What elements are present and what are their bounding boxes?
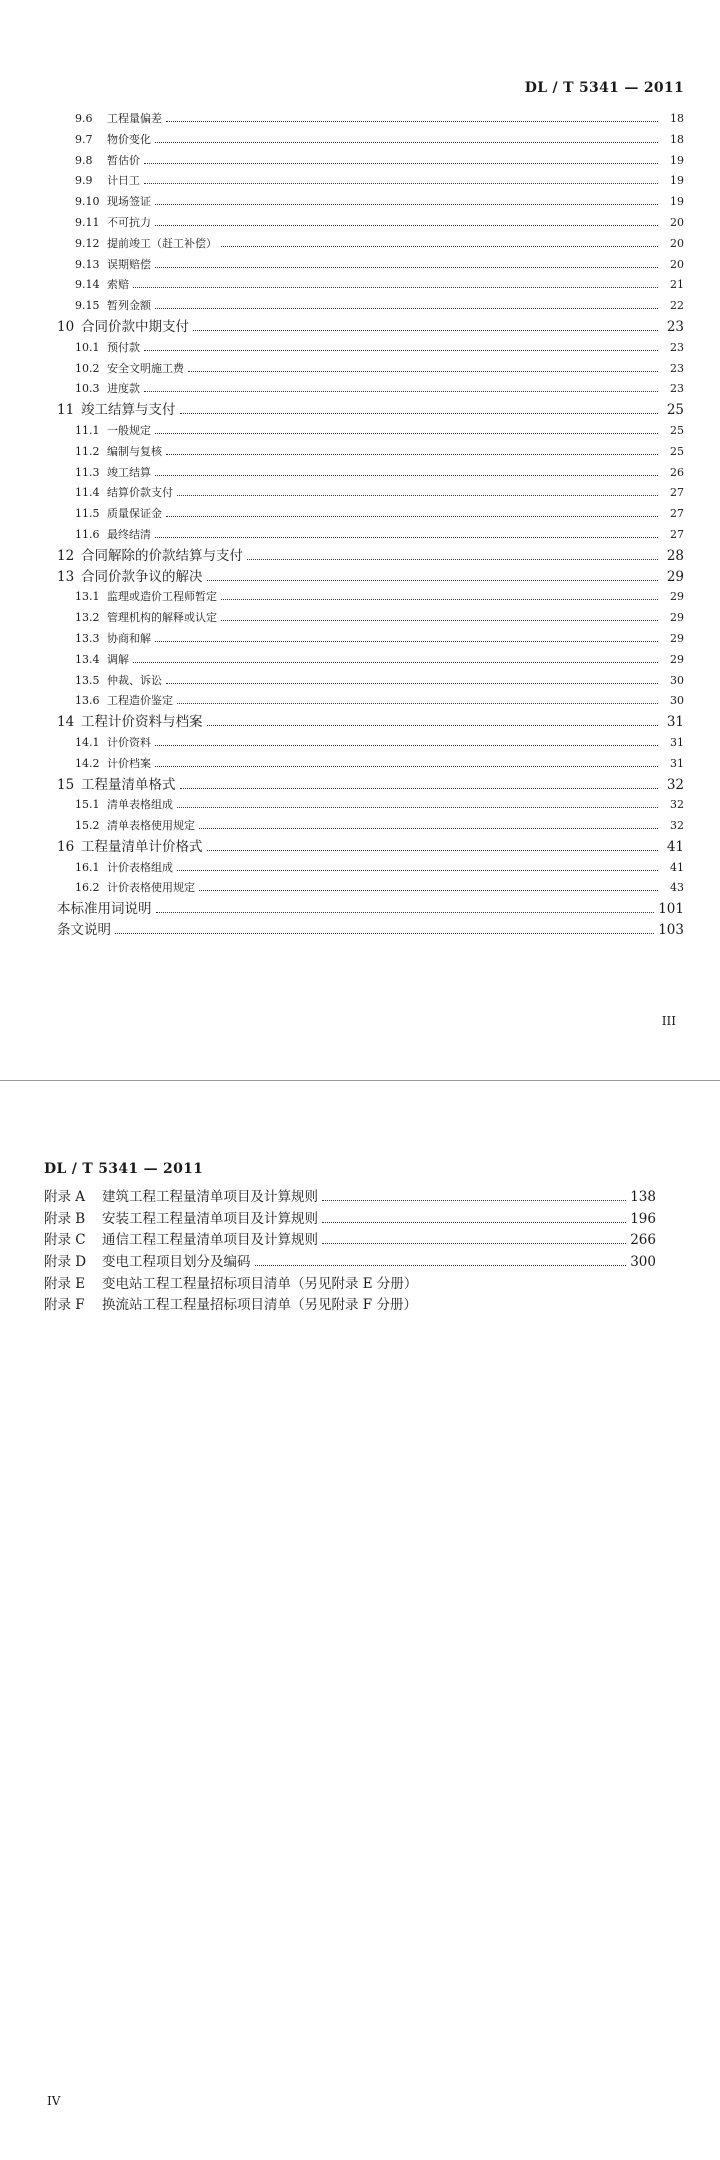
toc-entry-title: 工程造价鉴定 <box>107 694 173 708</box>
toc-entry[interactable] <box>0 1187 720 1209</box>
toc-entry-title: 编制与复核 <box>107 444 162 458</box>
toc-entry-title: 竣工结算与支付 <box>81 402 176 419</box>
toc-entry[interactable] <box>0 754 720 775</box>
toc-entry[interactable] <box>0 1209 720 1231</box>
toc-entry[interactable] <box>0 504 720 525</box>
dot-leader <box>133 287 658 288</box>
toc-entry-page: 20 <box>670 236 684 250</box>
toc-entry[interactable] <box>0 338 720 359</box>
page-iv <box>0 1081 720 2160</box>
toc-entry-title: 换流站工程工程量招标项目清单（另见附录 F 分册） <box>102 1297 417 1314</box>
toc-entry[interactable] <box>0 234 720 255</box>
toc-entry-title: 工程量清单格式 <box>81 776 176 793</box>
dot-leader <box>207 580 659 581</box>
toc-entry-title: 安装工程工程量清单项目及计算规则 <box>102 1210 318 1227</box>
dot-leader <box>155 745 658 746</box>
toc-entry-page: 29 <box>670 590 684 604</box>
toc-entry-number: 14.2 <box>75 756 100 770</box>
toc-entry-page: 196 <box>630 1210 656 1227</box>
toc-entry-number: 附录 E <box>44 1275 86 1292</box>
toc-entry[interactable] <box>0 1252 720 1274</box>
toc-entry[interactable] <box>0 920 720 941</box>
toc-entry-page: 266 <box>630 1232 656 1249</box>
toc-entry-title: 变电工程项目划分及编码 <box>102 1254 251 1271</box>
dot-leader <box>115 933 654 934</box>
toc-entry-number: 9.13 <box>75 257 100 271</box>
toc-entry[interactable] <box>0 650 720 671</box>
toc-entry-number: 9.11 <box>75 215 100 229</box>
dot-leader <box>199 828 658 829</box>
toc-entry-page: 103 <box>658 922 684 939</box>
toc-entry-number: 附录 F <box>44 1297 85 1314</box>
toc-entry[interactable] <box>0 608 720 629</box>
toc-entry-number: 13.3 <box>75 631 100 645</box>
toc-entry[interactable] <box>0 255 720 276</box>
toc-entry[interactable] <box>0 379 720 400</box>
toc-entry-number: 9.7 <box>75 132 93 146</box>
toc-entry[interactable] <box>0 775 720 796</box>
toc-entry-number: 15.1 <box>75 798 100 812</box>
toc-entry-number: 12 <box>57 547 75 564</box>
dot-leader <box>221 620 658 621</box>
toc-entry-page: 23 <box>670 340 684 354</box>
toc-entry-page: 30 <box>670 694 684 708</box>
appendix-contents <box>0 1187 720 1317</box>
toc-entry-page: 138 <box>630 1189 656 1205</box>
toc-entry-number: 9.9 <box>75 174 93 188</box>
toc-entry-number: 附录 B <box>44 1210 86 1227</box>
dot-leader <box>155 537 658 538</box>
toc-entry-page: 25 <box>670 423 684 437</box>
dot-leader <box>133 662 658 663</box>
toc-entry-number: 9.10 <box>75 195 100 209</box>
toc-entry-title: 计日工 <box>107 174 140 188</box>
dot-leader <box>180 788 659 789</box>
dot-leader <box>177 495 658 496</box>
toc-entry-number: 9.15 <box>75 299 100 313</box>
dot-leader <box>193 330 658 331</box>
toc-entry-number: 9.8 <box>75 153 93 167</box>
toc-entry[interactable] <box>0 1295 720 1317</box>
dot-leader <box>155 766 658 767</box>
toc-entry[interactable] <box>0 837 720 858</box>
toc-entry[interactable] <box>0 899 720 920</box>
toc-entry-title: 清单表格组成 <box>107 798 173 812</box>
toc-entry-number: 附录 C <box>44 1232 86 1249</box>
toc-entry-title: 安全文明施工费 <box>107 361 184 375</box>
toc-entry-page: 30 <box>670 673 684 687</box>
toc-entry-page: 27 <box>670 527 684 541</box>
toc-entry-title: 质量保证金 <box>107 507 162 521</box>
toc-entry-title: 竣工结算 <box>107 465 151 479</box>
toc-entry-page: 29 <box>670 652 684 666</box>
toc-entry[interactable] <box>0 400 720 421</box>
dot-leader <box>155 267 658 268</box>
toc-entry-page: 23 <box>666 318 684 335</box>
toc-entry-page: 32 <box>670 798 684 812</box>
toc-entry-title: 结算价款支付 <box>107 486 173 500</box>
toc-entry-number: 11.2 <box>75 444 100 458</box>
toc-entry-number: 11.6 <box>75 527 100 541</box>
toc-entry-page: 29 <box>666 568 684 585</box>
toc-entry-page: 20 <box>670 215 684 229</box>
toc-entry-number: 11.4 <box>75 486 100 500</box>
toc-entry-number: 13.2 <box>75 611 100 625</box>
toc-entry-page: 19 <box>670 153 684 167</box>
toc-entry-page: 43 <box>670 881 684 895</box>
dot-leader <box>177 807 658 808</box>
toc-entry-page: 20 <box>670 257 684 271</box>
toc-entry[interactable] <box>0 733 720 754</box>
toc-entry-title: 最终结清 <box>107 527 151 541</box>
toc-entry-page: 18 <box>670 132 684 146</box>
dot-leader <box>207 725 659 726</box>
toc-entry-page: 41 <box>666 838 684 855</box>
dot-leader <box>144 391 658 392</box>
toc-entry-page: 26 <box>670 465 684 479</box>
toc-entry-title: 暂估价 <box>107 153 140 167</box>
toc-entry-title: 现场签证 <box>107 195 151 209</box>
toc-entry-title: 不可抗力 <box>107 215 151 229</box>
toc-entry-page: 32 <box>670 819 684 833</box>
dot-leader <box>156 912 655 913</box>
toc-entry-page: 19 <box>670 195 684 209</box>
dot-leader <box>144 163 658 164</box>
toc-entry-title: 预付款 <box>107 340 140 354</box>
toc-entry-title: 合同解除的价款结算与支付 <box>81 547 243 564</box>
toc-entry[interactable] <box>0 275 720 296</box>
toc-entry-number: 13.6 <box>75 694 100 708</box>
toc-entry-title: 暂列金额 <box>107 299 151 313</box>
toc-entry-title: 管理机构的解释或认定 <box>107 611 217 625</box>
toc-entry-title: 计价表格使用规定 <box>107 881 195 895</box>
toc-entry-title: 工程计价资料与档案 <box>81 714 203 731</box>
toc-entry-number: 16 <box>57 838 75 855</box>
toc-entry-number: 10 <box>57 318 75 335</box>
standard-number-header: DL / T 5341 — 2011 <box>44 1161 204 1177</box>
toc-entry[interactable] <box>0 151 720 172</box>
toc-entry-number: 11.1 <box>75 423 100 437</box>
dot-leader <box>155 433 658 434</box>
toc-entry[interactable] <box>0 525 720 546</box>
toc-entry-page: 23 <box>670 382 684 396</box>
dot-leader <box>322 1222 626 1223</box>
toc-entry[interactable] <box>0 671 720 692</box>
dot-leader <box>177 870 658 871</box>
toc-entry-number: 10.1 <box>75 340 100 354</box>
toc-entry[interactable] <box>0 442 720 463</box>
toc-entry-title: 一般规定 <box>107 423 151 437</box>
toc-entry-title: 合同价款中期支付 <box>81 318 189 335</box>
toc-entry-title: 变电站工程工程量招标项目清单（另见附录 E 分册） <box>102 1275 418 1292</box>
toc-entry-page: 18 <box>670 112 684 125</box>
toc-entry-number: 11 <box>57 402 75 419</box>
toc-entry[interactable] <box>0 1274 720 1296</box>
toc-entry-title: 物价变化 <box>107 132 151 146</box>
toc-entry-number: 16.2 <box>75 881 100 895</box>
dot-leader <box>207 850 659 851</box>
toc-entry-page: 27 <box>670 486 684 500</box>
toc-entry[interactable] <box>0 816 720 837</box>
standard-number-header: DL / T 5341 — 2011 <box>524 80 684 96</box>
toc-entry-number: 13 <box>57 568 75 585</box>
toc-entry-page: 300 <box>630 1254 656 1271</box>
toc-entry-title: 条文说明 <box>57 922 111 939</box>
toc-entry-number: 14 <box>57 714 75 731</box>
toc-entry-page: 22 <box>670 299 684 313</box>
toc-entry-title: 建筑工程工程量清单项目及计算规则 <box>102 1189 318 1205</box>
dot-leader <box>188 371 658 372</box>
dot-leader <box>155 308 658 309</box>
dot-leader <box>155 204 658 205</box>
toc-entry[interactable] <box>0 691 720 712</box>
dot-leader <box>322 1243 626 1244</box>
toc-entry-page: 31 <box>670 756 684 770</box>
toc-entry-number: 9.6 <box>75 112 93 125</box>
toc-entry-number: 10.2 <box>75 361 100 375</box>
toc-entry-number: 10.3 <box>75 382 100 396</box>
toc-entry-number: 16.1 <box>75 860 100 874</box>
toc-entry-title: 计价档案 <box>107 756 151 770</box>
toc-entry-title: 索赔 <box>107 278 129 292</box>
page-number: IV <box>47 2094 61 2108</box>
toc-entry-title: 仲裁、诉讼 <box>107 673 162 687</box>
toc-entry-title: 误期赔偿 <box>107 257 151 271</box>
dot-leader <box>166 121 658 122</box>
dot-leader <box>221 599 658 600</box>
dot-leader <box>166 516 658 517</box>
dot-leader <box>155 475 658 476</box>
toc-entry-title: 通信工程工程量清单项目及计算规则 <box>102 1232 318 1249</box>
toc-entry-title: 清单表格使用规定 <box>107 819 195 833</box>
dot-leader <box>322 1200 626 1201</box>
dot-leader <box>199 890 658 891</box>
toc-entry-number: 13.4 <box>75 652 100 666</box>
dot-leader <box>247 559 658 560</box>
toc-entry[interactable] <box>0 296 720 317</box>
toc-entry[interactable] <box>0 109 720 130</box>
toc-entry-title: 协商和解 <box>107 631 151 645</box>
toc-entry[interactable] <box>0 171 720 192</box>
toc-entry-number: 13.1 <box>75 590 100 604</box>
toc-entry-page: 27 <box>670 507 684 521</box>
toc-entry-number: 13.5 <box>75 673 100 687</box>
toc-entry-page: 29 <box>670 611 684 625</box>
dot-leader <box>155 142 658 143</box>
toc-entry-page: 32 <box>666 776 684 793</box>
toc-entry[interactable] <box>0 712 720 733</box>
toc-entry-page: 41 <box>670 860 684 874</box>
toc-entry-page: 101 <box>658 901 684 918</box>
toc-entry-number: 9.12 <box>75 236 100 250</box>
dot-leader <box>144 350 658 351</box>
dot-leader <box>177 703 658 704</box>
dot-leader <box>144 183 658 184</box>
toc-entry-page: 25 <box>666 402 684 419</box>
toc-entry[interactable] <box>0 546 720 567</box>
toc-entry-number: 附录 A <box>44 1189 86 1205</box>
toc-entry-page: 31 <box>666 714 684 731</box>
dot-leader <box>166 683 658 684</box>
toc-entry-title: 工程量清单计价格式 <box>81 838 203 855</box>
toc-entry-number: 附录 D <box>44 1254 87 1271</box>
toc-entry-number: 11.3 <box>75 465 100 479</box>
toc-entry-number: 11.5 <box>75 507 100 521</box>
toc-entry[interactable] <box>0 567 720 588</box>
dot-leader <box>155 641 658 642</box>
dot-leader <box>255 1265 627 1266</box>
toc-entry-number: 15.2 <box>75 819 100 833</box>
toc-entry-title: 计价表格组成 <box>107 860 173 874</box>
dot-leader <box>180 413 659 414</box>
toc-entry[interactable] <box>0 1230 720 1252</box>
toc-entry[interactable] <box>0 421 720 442</box>
toc-entry[interactable] <box>0 587 720 608</box>
toc-entry-title: 调解 <box>107 652 129 666</box>
toc-entry-number: 14.1 <box>75 735 100 749</box>
dot-leader <box>221 246 658 247</box>
toc-entry-page: 29 <box>670 631 684 645</box>
toc-entry[interactable] <box>0 795 720 816</box>
toc-entry-page: 28 <box>666 547 684 564</box>
toc-entry[interactable] <box>0 192 720 213</box>
table-of-contents <box>0 109 720 941</box>
toc-entry[interactable] <box>0 463 720 484</box>
toc-entry-title: 计价资料 <box>107 735 151 749</box>
toc-entry[interactable] <box>0 213 720 234</box>
toc-entry-title: 工程量偏差 <box>107 112 162 125</box>
toc-entry[interactable] <box>0 130 720 151</box>
toc-entry-number: 15 <box>57 776 75 793</box>
toc-entry-page: 25 <box>670 444 684 458</box>
dot-leader <box>155 225 658 226</box>
toc-entry-page: 31 <box>670 735 684 749</box>
toc-entry-page: 23 <box>670 361 684 375</box>
toc-entry-title: 监理或造价工程师暂定 <box>107 590 217 604</box>
toc-entry-number: 9.14 <box>75 278 100 292</box>
toc-entry[interactable] <box>0 878 720 899</box>
toc-entry[interactable] <box>0 858 720 879</box>
toc-entry-page: 19 <box>670 174 684 188</box>
toc-entry-title: 合同价款争议的解决 <box>81 568 203 585</box>
toc-entry-title: 进度款 <box>107 382 140 396</box>
toc-entry[interactable] <box>0 629 720 650</box>
toc-entry[interactable] <box>0 483 720 504</box>
toc-entry-title: 提前竣工（赶工补偿） <box>107 236 217 250</box>
page-number: III <box>661 1014 676 1028</box>
dot-leader <box>166 454 658 455</box>
toc-entry[interactable] <box>0 359 720 380</box>
toc-entry[interactable] <box>0 317 720 338</box>
toc-entry-title: 本标准用词说明 <box>57 901 152 918</box>
toc-entry-page: 21 <box>670 278 684 292</box>
